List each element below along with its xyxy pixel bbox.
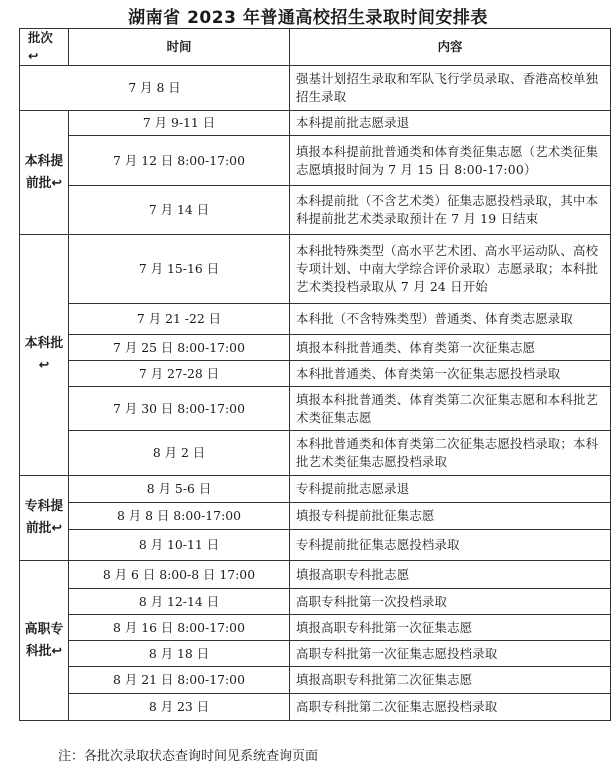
content-cell: 本科批普通类和体育类第二次征集志愿投档录取；本科批艺术类征集志愿投档录取 — [290, 431, 611, 476]
content-cell: 填报本科批普通类、体育类第二次征集志愿和本科批艺术类征集志愿 — [290, 387, 611, 431]
table-row — [20, 186, 611, 235]
batch-cell-junior-early: 专科提前批↩ — [20, 476, 69, 561]
content-cell: 本科提前批志愿录退 — [290, 111, 611, 136]
time-cell: 7 月 25 日 8:00-17:00 — [69, 335, 290, 361]
table-row — [20, 561, 611, 589]
time-cell: 8 月 10-11 日 — [69, 530, 290, 561]
time-cell: 8 月 6 日 8:00-8 日 17:00 — [69, 561, 290, 589]
time-cell: 8 月 5-6 日 — [69, 476, 290, 503]
time-cell: 7 月 21 -22 日 — [69, 304, 290, 335]
time-cell: 8 月 18 日 — [69, 641, 290, 667]
admission-schedule-table — [19, 28, 611, 721]
time-cell: 7 月 8 日 — [20, 66, 290, 111]
table-row — [20, 503, 611, 530]
time-cell: 8 月 12-14 日 — [69, 589, 290, 615]
header-content: 内容 — [290, 29, 611, 66]
time-cell: 7 月 12 日 8:00-17:00 — [69, 136, 290, 186]
batch-cell-vocational: 高职专科批↩ — [20, 561, 69, 721]
table-row — [20, 111, 611, 136]
table-row — [20, 235, 611, 304]
content-cell: 填报本科提前批普通类和体育类征集志愿（艺术类征集志愿填报时间为 7 月 15 日 8:00-17:00） — [290, 136, 611, 186]
content-cell: 本科批（不含特殊类型）普通类、体育类志愿录取 — [290, 304, 611, 335]
table-row — [20, 476, 611, 503]
table-row — [20, 335, 611, 361]
content-cell: 填报本科批普通类、体育类第一次征集志愿 — [290, 335, 611, 361]
table-row — [20, 304, 611, 335]
time-cell: 7 月 15-16 日 — [69, 235, 290, 304]
content-cell: 本科提前批（不含艺术类）征集志愿投档录取，其中本科提前批艺术类录取预计在 7 月 19 日结束 — [290, 186, 611, 235]
page-title: 湖南省 2023 年普通高校招生录取时间安排表 — [128, 8, 488, 28]
table-row — [20, 66, 611, 111]
content-cell: 填报专科提前批征集志愿 — [290, 503, 611, 530]
footnote: 注：各批次录取状态查询时间见系统查询页面 — [58, 749, 319, 764]
time-cell: 7 月 30 日 8:00-17:00 — [69, 387, 290, 431]
header-batch: 批次↩ — [20, 29, 69, 66]
table-row — [20, 667, 611, 694]
batch-cell-undergrad: 本科批↩ — [20, 235, 69, 476]
content-cell: 高职专科批第一次投档录取 — [290, 589, 611, 615]
table-row — [20, 615, 611, 641]
content-cell: 专科提前批征集志愿投档录取 — [290, 530, 611, 561]
table-row — [20, 641, 611, 667]
content-cell: 填报高职专科批第二次征集志愿 — [290, 667, 611, 694]
content-cell: 填报高职专科批第一次征集志愿 — [290, 615, 611, 641]
table-row — [20, 361, 611, 387]
content-cell: 填报高职专科批志愿 — [290, 561, 611, 589]
table-row — [20, 431, 611, 476]
table-row — [20, 530, 611, 561]
batch-cell-undergrad-early: 本科提前批↩ — [20, 111, 69, 235]
content-cell: 本科批普通类、体育类第一次征集志愿投档录取 — [290, 361, 611, 387]
time-cell: 7 月 9-11 日 — [69, 111, 290, 136]
time-cell: 8 月 16 日 8:00-17:00 — [69, 615, 290, 641]
content-cell: 本科批特殊类型（高水平艺术团、高水平运动队、高校专项计划、中南大学综合评价录取）志愿录取；本科批艺术类投档录取从 7 月 24 日开始 — [290, 235, 611, 304]
table-row — [20, 589, 611, 615]
table-row — [20, 136, 611, 186]
time-cell: 8 月 21 日 8:00-17:00 — [69, 667, 290, 694]
table-header-row — [20, 29, 611, 66]
content-cell: 高职专科批第二次征集志愿投档录取 — [290, 694, 611, 721]
table-row — [20, 387, 611, 431]
time-cell: 8 月 8 日 8:00-17:00 — [69, 503, 290, 530]
time-cell: 7 月 27-28 日 — [69, 361, 290, 387]
content-cell: 强基计划招生录取和军队飞行学员录取、香港高校单独招生录取 — [290, 66, 611, 111]
content-cell: 高职专科批第一次征集志愿投档录取 — [290, 641, 611, 667]
time-cell: 7 月 14 日 — [69, 186, 290, 235]
content-cell: 专科提前批志愿录退 — [290, 476, 611, 503]
time-cell: 8 月 23 日 — [69, 694, 290, 721]
table-row — [20, 694, 611, 721]
header-time: 时间 — [69, 29, 290, 66]
time-cell: 8 月 2 日 — [69, 431, 290, 476]
